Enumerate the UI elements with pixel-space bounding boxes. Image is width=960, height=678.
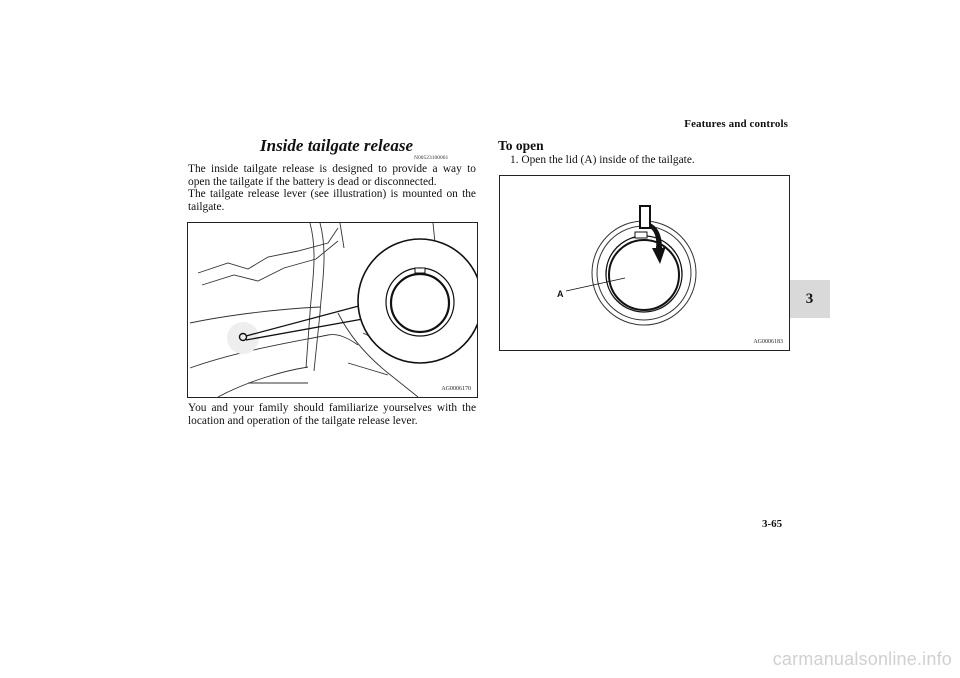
familiarize-paragraph: You and your family should familiarize yourselves with the location and operation of the tailgate release lever. bbox=[188, 402, 476, 427]
section-title: Inside tailgate release bbox=[260, 136, 413, 155]
to-open-heading: To open bbox=[498, 138, 544, 153]
section-header: Features and controls bbox=[684, 118, 788, 130]
chapter-tab: 3 bbox=[789, 280, 830, 318]
figure-label-a: A bbox=[557, 289, 564, 299]
reference-code: N00523100061 bbox=[414, 155, 449, 161]
page-number: 3-65 bbox=[762, 518, 783, 530]
tailgate-interior-illustration bbox=[188, 223, 477, 397]
figure-code: AG0006170 bbox=[441, 386, 471, 392]
figure-code: AG0006183 bbox=[753, 339, 783, 345]
watermark: carmanualsonline.info bbox=[772, 649, 952, 669]
tailgate-lid-figure bbox=[499, 175, 790, 351]
lid-illustration bbox=[500, 176, 789, 350]
tailgate-lever-figure bbox=[187, 222, 478, 398]
intro-paragraph: The inside tailgate release is designed to provide a way to open the tailgate if the battery is dead or disconnected. bbox=[188, 163, 476, 188]
step-1: 1. Open the lid (A) inside of the tailgate. bbox=[510, 154, 695, 166]
lever-paragraph: The tailgate release lever (see illustration) is mounted on the tailgate. bbox=[188, 188, 476, 213]
